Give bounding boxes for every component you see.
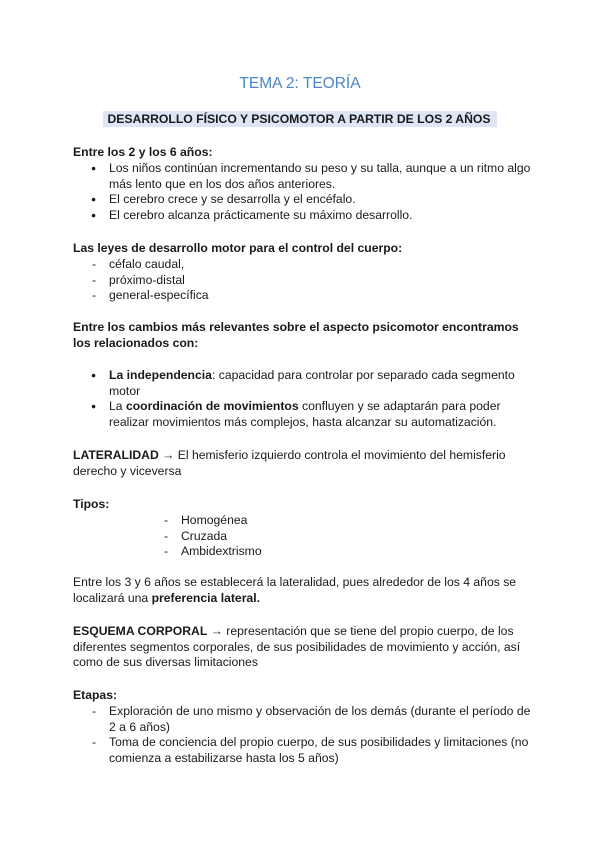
term-independence: La independencia <box>109 368 212 382</box>
list-item: - céfalo caudal, <box>109 257 529 273</box>
subtitle-row <box>0 111 600 128</box>
section-heading-tipos: Tipos: <box>73 497 110 511</box>
list-item: ● Los niños continúan incrementando su peso y su talla, aunque a un ritmo algo más lento que en los dos años anteriores. <box>109 161 534 192</box>
list-item: - Exploración de uno mismo y observación de los demás (durante el período de 2 a 6 años) <box>109 704 534 735</box>
definition-independence: : capacidad para controlar por separado cada segmento motor <box>109 368 515 398</box>
section-heading-etapas: Etapas: <box>73 688 118 702</box>
list-item: - general-específica <box>109 288 529 304</box>
list-item: - próximo-distal <box>109 273 529 289</box>
dash-list-tipos <box>181 513 381 560</box>
esquema-text: representación que se tiene del propio cuerpo, de los diferentes segmentos corporales, de sus posibilidades de movimiento y acción, así como de sus diversas limitaciones <box>73 624 521 669</box>
right-arrow: → <box>158 448 178 462</box>
esquema-label: ESQUEMA CORPORAL <box>73 624 208 638</box>
right-arrow: → <box>207 624 227 638</box>
list-item: - Homogénea <box>181 513 381 529</box>
list-item: - Cruzada <box>181 529 381 545</box>
list-item <box>109 368 529 399</box>
dash-list-laws <box>109 257 529 304</box>
section-heading-changes: Entre los cambios más relevantes sobre el aspecto psicomotor encontramos los relacionados con: <box>73 320 519 350</box>
lateralidad-paragraph <box>73 448 528 479</box>
prefix-text: La <box>109 399 126 413</box>
section-heading-ages: Entre los 2 y los 6 años: <box>73 145 213 159</box>
list-item: - Toma de conciencia del propio cuerpo, de sus posibilidades y limitaciones (no comienza a estabilizarse hasta los 5 años) <box>109 735 534 766</box>
dash-list-etapas <box>109 704 534 766</box>
lateralidad-text: El hemisferio izquierdo controla el movimiento del hemisferio derecho y viceversa <box>73 448 506 478</box>
esquema-paragraph <box>73 624 533 671</box>
subtitle-highlight: DESARROLLO FÍSICO Y PSICOMOTOR A PARTIR DE LOS 2 AÑOS <box>103 111 496 127</box>
list-item: ● El cerebro alcanza prácticamente su máximo desarrollo. <box>109 208 534 224</box>
section-heading-laws: Las leyes de desarrollo motor para el control del cuerpo: <box>73 241 403 255</box>
page-title: TEMA 2: TEORÍA <box>239 75 361 92</box>
lateral-preference-paragraph <box>73 575 533 606</box>
bullet-list-ages <box>109 161 534 223</box>
paragraph-text: Entre los 3 y 6 años se establecerá la lateralidad, pues alrededor de los 4 años se localizará una <box>73 575 517 605</box>
list-item: ● El cerebro crece y se desarrolla y el encéfalo. <box>109 192 534 208</box>
lateralidad-label: LATERALIDAD <box>73 448 159 462</box>
list-item <box>109 399 529 430</box>
term-lateral-preference: preferencia lateral. <box>151 590 260 605</box>
definition-coordination: confluyen y se adaptarán para poder realizar movimientos más complejos, hasta alcanzar su automatización. <box>109 399 501 429</box>
bullet-list-changes <box>109 368 529 430</box>
term-coordination: coordinación de movimientos <box>125 399 299 413</box>
list-item: - Ambidextrismo <box>181 544 381 560</box>
